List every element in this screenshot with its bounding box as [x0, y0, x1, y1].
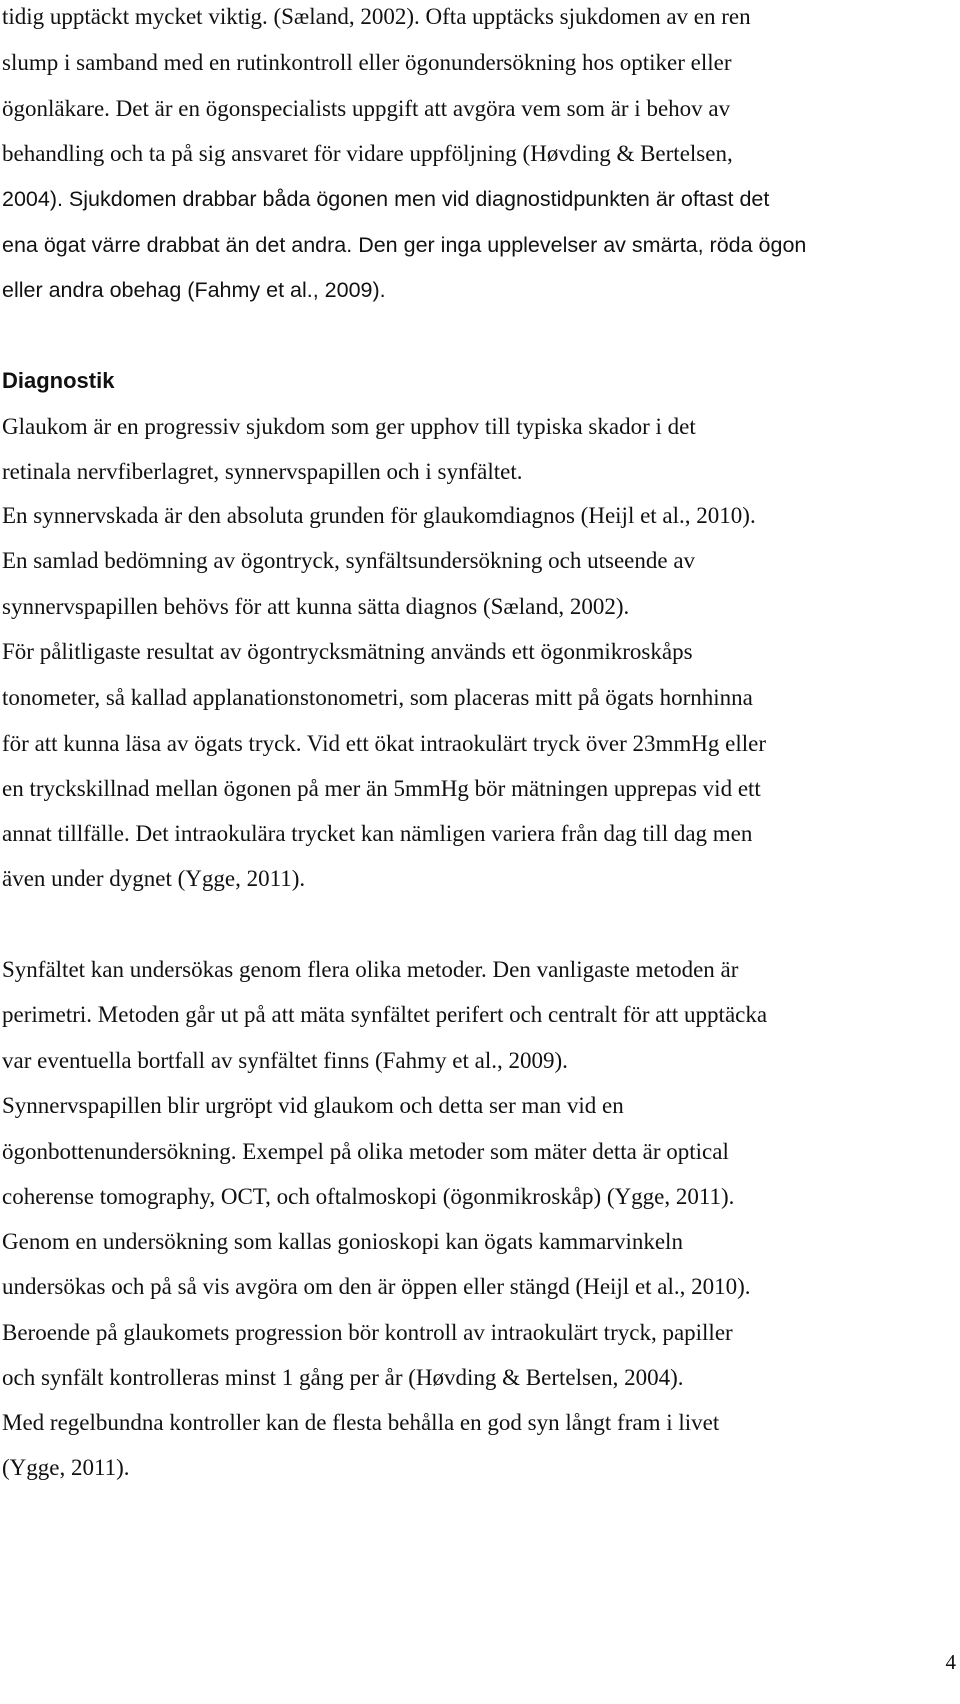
text-line: även under dygnet (Ygge, 2011).	[2, 866, 306, 891]
text-line: En samlad bedömning av ögontryck, synfältsundersökning och utseende av	[2, 548, 696, 573]
text-line: undersökas och på så vis avgöra om den är öppen eller stängd (Heijl et al., 2010).	[2, 1274, 751, 1299]
text-line: 2004). Sjukdomen drabbar båda ögonen men vid diagnostidpunkten är oftast det	[2, 187, 770, 211]
text-line: Genom en undersökning som kallas gonioskopi kan ögats kammarvinkeln	[2, 1229, 683, 1254]
text-line: Beroende på glaukomets progression bör kontroll av intraokulärt tryck, papiller	[2, 1320, 733, 1345]
text-line: ögonbottenundersökning. Exempel på olika metoder som mäter detta är optical	[2, 1139, 729, 1164]
text-line: Glaukom är en progressiv sjukdom som ger upphov till typiska skador i det	[2, 414, 696, 439]
section-heading: Diagnostik	[2, 368, 115, 393]
text-line: behandling och ta på sig ansvaret för vidare uppföljning (Høvding & Bertelsen,	[2, 141, 733, 166]
text-line: slump i samband med en rutinkontroll eller ögonundersökning hos optiker eller	[2, 50, 732, 75]
text-line: eller andra obehag (Fahmy et al., 2009).	[2, 278, 386, 302]
text-line: En synnervskada är den absoluta grunden för glaukomdiagnos (Heijl et al., 2010).	[2, 503, 756, 528]
text-line: Med regelbundna kontroller kan de flesta behålla en god syn långt fram i livet	[2, 1410, 720, 1435]
text-line: ena ögat värre drabbat än det andra. Den ger inga upplevelser av smärta, röda ögon	[2, 233, 807, 257]
text-line: Synfältet kan undersökas genom flera olika metoder. Den vanligaste metoden är	[2, 957, 739, 982]
text-line: retinala nervfiberlagret, synnervspapillen och i synfältet.	[2, 459, 523, 484]
text-line: (Ygge, 2011).	[2, 1455, 130, 1480]
text-line: var eventuella bortfall av synfältet finns (Fahmy et al., 2009).	[2, 1048, 568, 1073]
text-line: tonometer, så kallad applanationstonometri, som placeras mitt på ögats hornhinna	[2, 685, 753, 710]
text-line: annat tillfälle. Det intraokulära trycket kan nämligen variera från dag till dag men	[2, 821, 753, 846]
text-line: För pålitligaste resultat av ögontrycksmätning används ett ögonmikroskåps	[2, 639, 693, 664]
text-line: tidig upptäckt mycket viktig. (Sæland, 2002). Ofta upptäcks sjukdomen av en ren	[2, 4, 751, 29]
text-line: ögonläkare. Det är en ögonspecialists uppgift att avgöra vem som är i behov av	[2, 96, 731, 121]
text-line: och synfält kontrolleras minst 1 gång per år (Høvding & Bertelsen, 2004).	[2, 1365, 684, 1390]
text-line: perimetri. Metoden går ut på att mäta synfältet perifert och centralt för att upptäcka	[2, 1002, 768, 1027]
text-line: coherense tomography, OCT, och oftalmoskopi (ögonmikroskåp) (Ygge, 2011).	[2, 1184, 735, 1209]
text-line: för att kunna läsa av ögats tryck. Vid ett ökat intraokulärt tryck över 23mmHg eller	[2, 731, 766, 756]
text-line: Synnervspapillen blir urgröpt vid glaukom och detta ser man vid en	[2, 1093, 624, 1118]
page-number: 4	[945, 1650, 956, 1674]
text-line: synnervspapillen behövs för att kunna sätta diagnos (Sæland, 2002).	[2, 594, 630, 619]
text-line: en tryckskillnad mellan ögonen på mer än 5mmHg bör mätningen upprepas vid ett	[2, 776, 761, 801]
